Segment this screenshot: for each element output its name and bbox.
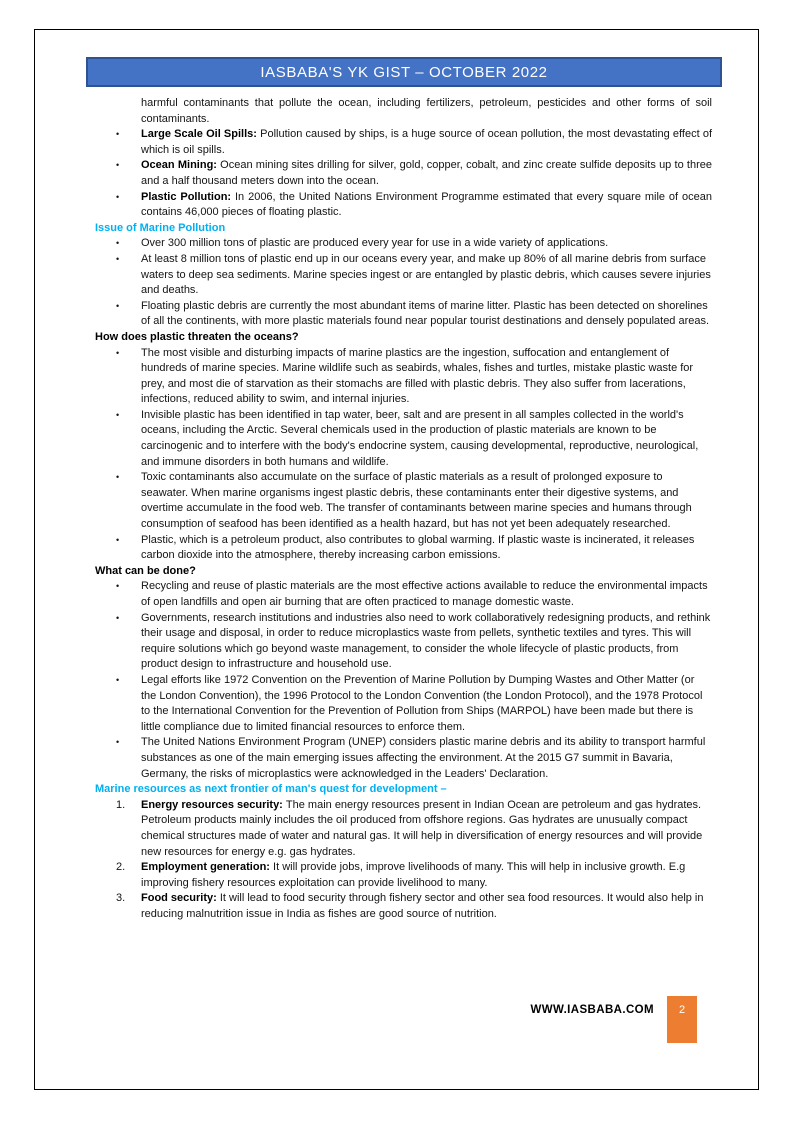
list-item <box>95 158 712 189</box>
document-title: IASBABA'S YK GIST – OCTOBER 2022 <box>260 63 548 81</box>
bullet-text: The most visible and disturbing impacts of marine plastics are the ingestion, suffocation and entanglement of hundreds of marine species. Marine wildlife such as seabirds, whales, fishes and turtles, mistake plastic waste for prey, and most die of starvation as their stomachs are filled with plastic debris. They also suffer from lacerations, infections, reduced ability to swim, and internal injuries. <box>141 346 694 406</box>
item-lead: Food security: <box>141 892 220 905</box>
bullet-text: Invisible plastic has been identified in tap water, beer, salt and are present in all samples collected in the world's oceans, including the Arctic. Several chemicals used in the production of plastic materials are known to be carcinogenic and to interfere with the body's endocrine system, causing developmental, reproductive, neurological, and immune disorders in both humans and wildlife. <box>141 408 699 468</box>
bullet-icon: • <box>116 238 120 249</box>
bullet-icon: • <box>116 129 120 140</box>
bullet-lead: Plastic Pollution: <box>141 190 235 203</box>
list-number: 1. <box>116 798 126 811</box>
bullet-text: Ocean mining sites drilling for silver, gold, copper, cobalt, and zinc create sulfide deposits up to three and a half thousand meters down into the ocean. <box>141 159 712 187</box>
page-number-badge <box>667 996 697 1043</box>
bullet-icon: • <box>116 253 120 264</box>
bullet-icon: • <box>116 409 120 420</box>
bullet-text: At least 8 million tons of plastic end up in our oceans every year, and make up 80% of all marine debris from surface waters to deep sea sediments. Marine species ingest or are entangled by plastic debris, which causes severe injuries and deaths. <box>141 252 711 297</box>
section-heading-issue-of-marine-pollution: Issue of Marine Pollution <box>95 221 226 234</box>
bullet-text: Governments, research institutions and industries also need to work collaboratively redesigning products, and rethink their usage and disposal, in order to reduce microplastics waste from pellets, synthetic textiles and tyres. This will require solutions which go beyond waste management, to consider the whole lifecycle of plastic products, from product design to infrastructure and household use. <box>141 611 711 671</box>
list-item <box>95 735 712 782</box>
section-heading-what-can-be-done: What can be done? <box>95 564 196 577</box>
item-lead: Energy resources security: <box>141 798 286 811</box>
item-text: It will lead to food security through fishery sector and other sea food resources. It would also help in reducing malnutrition issue in India as fishes are good source of nutrition. <box>141 892 704 920</box>
intro-continuation-paragraph <box>95 96 712 127</box>
list-item <box>95 346 712 408</box>
bullet-paragraph <box>141 735 712 782</box>
bullet-paragraph <box>141 470 712 532</box>
numbered-list-item <box>95 891 712 922</box>
item-text: It will provide jobs, improve livelihoods of many. This will help in inclusive growth. E.g improving fishery resources exploitation can provide livelihood to many. <box>141 861 686 889</box>
bullet-paragraph <box>141 346 712 408</box>
bullet-paragraph <box>141 533 712 564</box>
website-label: WWW.IASBABA.COM <box>530 1004 654 1016</box>
list-item <box>95 236 712 252</box>
list-item <box>95 408 712 470</box>
bullet-paragraph <box>141 611 712 673</box>
list-item <box>95 127 712 158</box>
bullet-paragraph <box>141 158 712 189</box>
bullet-icon: • <box>116 160 120 171</box>
list-item <box>95 579 712 610</box>
bullet-paragraph <box>141 252 712 299</box>
numbered-list-item <box>95 860 712 891</box>
list-number: 2. <box>116 861 126 874</box>
bullet-paragraph <box>141 190 712 221</box>
bullet-text: In 2006, the United Nations Environment Programme estimated that every square mile of ocean contains 46,000 pieces of floating plastic. <box>141 190 712 219</box>
bullet-text: Legal efforts like 1972 Convention on the Prevention of Marine Pollution by Dumping Wastes and Other Matter (or the London Convention), the 1996 Protocol to the London Convention (the London Protocol), and the 1978 Protocol to the International Convention for the Prevention of Pollution from Ships (MARPOL) have been made but there is little compliance due to limited financial resources to enforce them. <box>141 673 703 733</box>
list-number: 3. <box>116 892 126 905</box>
intro-continuation-text: harmful contaminants that pollute the ocean, including fertilizers, petroleum, pesticides and other forms of soil contaminants. <box>141 97 712 125</box>
bullet-icon: • <box>116 581 120 592</box>
bullet-paragraph <box>141 236 712 252</box>
numbered-list-item <box>95 798 712 860</box>
list-item <box>95 611 712 673</box>
item-lead: Employment generation: <box>141 861 274 874</box>
bullet-text: Plastic, which is a petroleum product, also contributes to global warming. If plastic waste is incinerated, it releases carbon dioxide into the atmosphere, thereby increasing carbon emissions. <box>141 533 695 562</box>
list-item <box>95 673 712 735</box>
bullet-paragraph <box>141 408 712 470</box>
section-heading-marine-resources: Marine resources as next frontier of man's quest for development – <box>95 783 447 796</box>
list-item <box>95 470 712 532</box>
bullet-text: Toxic contaminants also accumulate on the surface of plastic materials as a result of prolonged exposure to seawater. When marine organisms ingest plastic debris, these contaminants enter their digestive systems, and overtime accumulate in the food web. The transfer of contaminants between marine species and humans through consumption of seafood has been identified as a health hazard, but has not yet been adequately researched. <box>141 471 692 531</box>
page-border-frame <box>34 29 759 1090</box>
page-number: 2 <box>678 1004 686 1016</box>
numbered-paragraph <box>141 891 712 922</box>
bullet-paragraph <box>141 673 712 735</box>
list-item <box>95 252 712 299</box>
list-item <box>95 190 712 221</box>
bullet-paragraph <box>141 579 712 610</box>
list-item <box>95 299 712 330</box>
bullet-paragraph <box>141 299 712 330</box>
bullet-lead: Ocean Mining: <box>141 159 221 172</box>
bullet-icon: • <box>116 347 120 358</box>
bullet-icon: • <box>116 612 120 623</box>
numbered-paragraph <box>141 860 712 891</box>
bullet-text: Pollution caused by ships, is a huge source of ocean pollution, the most devastating effect of which is oil spills. <box>141 128 712 156</box>
bullet-text: The United Nations Environment Program (UNEP) considers plastic marine debris and its ability to transport harmful substances as one of the main emerging issues affecting the environment. At the 2015 G7 summit in Bavaria, Germany, the risks of microplastics were acknowledged in the Leaders' Declaration. <box>141 736 706 780</box>
bullet-icon: • <box>116 191 120 202</box>
bullet-icon: • <box>116 674 120 685</box>
bullet-icon: • <box>116 737 120 748</box>
bullet-text: Recycling and reuse of plastic materials are the most effective actions available to reduce the environmental impacts of open landfills and open air burning that are often practiced to manage domestic waste. <box>141 580 708 608</box>
header-banner <box>86 57 722 87</box>
list-item <box>95 533 712 564</box>
page-content <box>35 96 758 922</box>
bullet-lead: Large Scale Oil Spills: <box>141 128 261 141</box>
bullet-icon: • <box>116 472 120 483</box>
section-heading-threaten-oceans: How does plastic threaten the oceans? <box>95 330 299 343</box>
numbered-paragraph <box>141 798 712 860</box>
bullet-text: Floating plastic debris are currently the most abundant items of marine litter. Plastic has been detected on shorelines of all the continents, with more plastic materials found near popular tourist destinations and densely populated areas. <box>141 299 710 328</box>
bullet-paragraph <box>141 127 712 158</box>
item-text: The main energy resources present in Indian Ocean are petroleum and gas hydrates. Petroleum products mainly includes the oil produced from offshore regions. Gas hydrates are unusually compact chemical structures made of water and natural gas. It will help in diversification of energy resources and will provide new resources for energy e.g. gas hydrates. <box>141 798 703 858</box>
page-footer <box>530 996 697 1043</box>
bullet-icon: • <box>116 300 120 311</box>
bullet-icon: • <box>116 534 120 545</box>
bullet-text: Over 300 million tons of plastic are produced every year for use in a wide variety of applications. <box>141 237 609 250</box>
